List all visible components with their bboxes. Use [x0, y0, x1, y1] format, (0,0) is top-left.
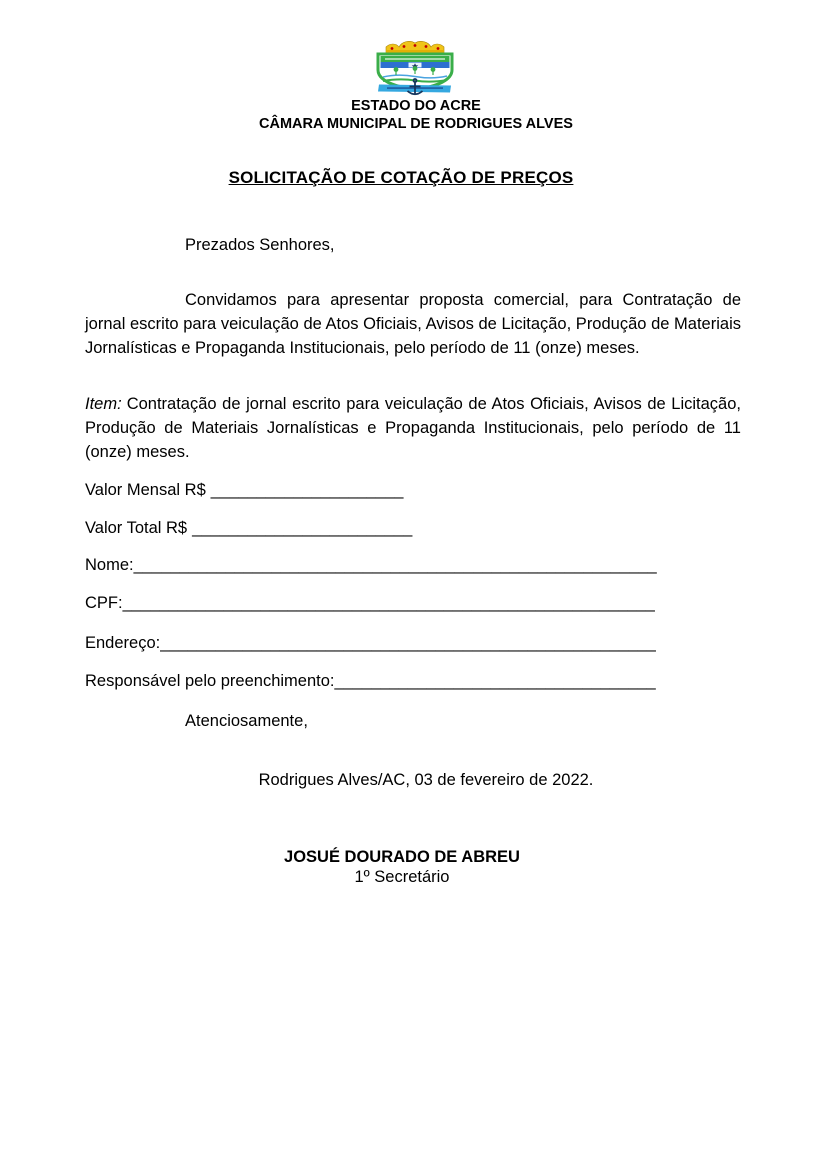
- field-blank-nome[interactable]: _________________________________________________________: [133, 556, 657, 574]
- field-label-responsavel: Responsável pelo preenchimento:: [85, 672, 335, 690]
- org-chamber-line: CÂMARA MUNICIPAL DE RODRIGUES ALVES: [259, 116, 573, 132]
- field-endereco: [85, 634, 785, 653]
- field-nome: [85, 556, 785, 575]
- field-blank-responsavel[interactable]: ___________________________________: [334, 672, 656, 690]
- item-paragraph: [85, 392, 741, 464]
- field-valor-total: [85, 519, 785, 538]
- field-label-valor-mensal: Valor Mensal R$: [85, 481, 206, 499]
- org-state-line: ESTADO DO ACRE: [351, 98, 481, 114]
- signer-role: 1º Secretário: [354, 868, 450, 886]
- org-header: [88, 97, 744, 133]
- intro-paragraph: Convidamos para apresentar proposta comercial, para Contratação de jornal escrito para veiculação de Atos Oficiais, Avisos de Licitação, Produção de Materiais Jornalísticas e Propaganda Institucionais, pelo período de 11 (onze) meses.: [85, 291, 741, 357]
- field-blank-valor-total[interactable]: ________________________: [192, 519, 413, 537]
- signer-name: JOSUÉ DOURADO DE ABREU: [284, 848, 520, 866]
- signature-block: [74, 847, 730, 887]
- field-responsavel: [85, 672, 785, 691]
- document-title: SOLICITAÇÃO DE COTAÇÃO DE PREÇOS: [228, 168, 574, 187]
- field-blank-valor-mensal[interactable]: _____________________: [210, 481, 404, 499]
- field-cpf: [85, 594, 785, 613]
- closing: Atenciosamente,: [185, 712, 308, 730]
- coat-of-arms: [372, 40, 458, 98]
- field-label-valor-total: Valor Total R$: [85, 519, 188, 537]
- salutation: Prezados Senhores,: [185, 236, 335, 254]
- coat-of-arms-graphic: [372, 40, 458, 98]
- item-text: Contratação de jornal escrito para veiculação de Atos Oficiais, Avisos de Licitação, Produção de Materiais Jornalísticas e Propaganda Institucionais, pelo período de 11 (onze) meses.: [85, 395, 741, 461]
- field-valor-mensal: [85, 481, 785, 500]
- field-blank-endereco[interactable]: ______________________________________________________: [160, 634, 656, 652]
- field-label-nome: Nome:: [85, 556, 134, 574]
- item-label: Item:: [85, 395, 122, 413]
- field-label-endereco: Endereço:: [85, 634, 161, 652]
- crown-icon: [386, 41, 444, 53]
- field-label-cpf: CPF:: [85, 594, 123, 612]
- field-blank-cpf[interactable]: __________________________________________________________: [122, 594, 655, 612]
- date-line: Rodrigues Alves/AC, 03 de fevereiro de 2022.: [258, 771, 594, 789]
